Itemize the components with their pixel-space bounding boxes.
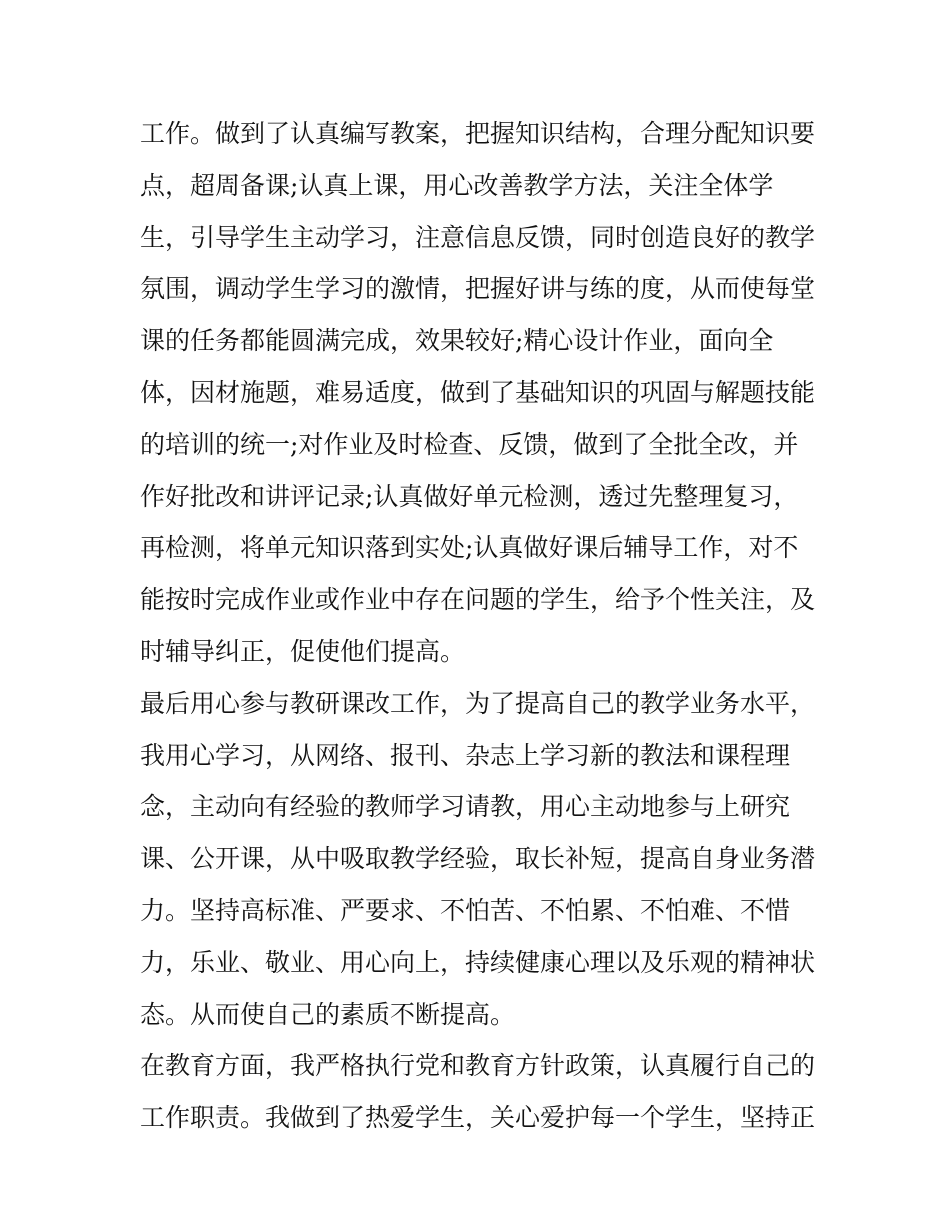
- text-line: 工作职责。我做到了热爱学生，关心爱护每一个学生，坚持正: [140, 1103, 816, 1133]
- text-line: 作好批改和讲评记录;认真做好单元检测，透过先整理复习，: [140, 481, 799, 511]
- text-line: 念，主动向有经验的教师学习请教，用心主动地参与上研究: [140, 792, 791, 822]
- text-line: 氛围，调动学生学习的激情，把握好讲与练的度，从而使每堂: [140, 274, 816, 304]
- text-line: 工作。做到了认真编写教案，把握知识结构，合理分配知识要: [140, 119, 816, 148]
- text-line: 态。从而使自己的素质不断提高。: [140, 999, 516, 1029]
- text-line: 力。坚持高标准、严要求、不怕苦、不怕累、不怕难、不惜: [140, 895, 791, 925]
- text-line: 再检测，将单元知识落到实处;认真做好课后辅导工作，对不: [140, 533, 799, 563]
- text-line: 的培训的统一;对作业及时检查、反馈，做到了全批全改，并: [140, 429, 799, 459]
- text-line: 点，超周备课;认真上课，用心改善教学方法，关注全体学: [140, 170, 774, 200]
- text-line: 时辅导纠正，促使他们提高。: [140, 636, 466, 666]
- text-line: 在教育方面，我严格执行党和教育方针政策，认真履行自己的: [140, 1051, 816, 1081]
- text-line: 能按时完成作业或作业中存在问题的学生，给予个性关注，及: [140, 585, 816, 615]
- text-line: 最后用心参与教研课改工作，为了提高自己的教学业务水平，: [140, 688, 816, 718]
- text-line: 体，因材施题，难易适度，做到了基础知识的巩固与解题技能: [140, 377, 816, 407]
- text-line: 课、公开课，从中吸取教学经验，取长补短，提高自身业务潜: [140, 844, 816, 874]
- text-line: 课的任务都能圆满完成，效果较好;精心设计作业，面向全: [140, 326, 774, 356]
- text-line: 力，乐业、敬业、用心向上，持续健康心理以及乐观的精神状: [140, 947, 816, 977]
- document-body: [140, 108, 820, 1144]
- text-line: 我用心学习，从网络、报刊、杂志上学习新的教法和课程理: [140, 740, 791, 770]
- text-line: 生，引导学生主动学习，注意信息反馈，同时创造良好的教学: [140, 222, 816, 252]
